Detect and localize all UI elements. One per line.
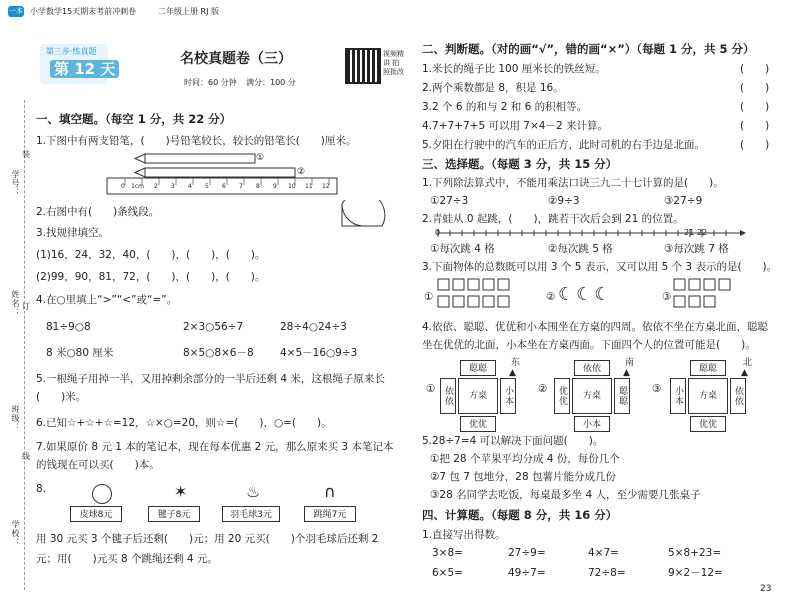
- o2-top: 依依: [574, 360, 610, 376]
- q6: 6.已知☆+☆+☆=12，☆×○=20，则☆=( )，○=( )。: [36, 417, 332, 429]
- pencil-2-label: ②: [297, 167, 306, 177]
- c4-b: 坐在优优的北面，小本坐在方桌西面。下面四个人的位置可能是( )。: [422, 339, 756, 351]
- item-jianzi: 毽子8元: [148, 506, 200, 522]
- c2-o3: ③每次跳 7 格: [664, 243, 729, 255]
- q8-a: 用 30 元买 3 个毽子后还剩( )元；用 20 元买( )个羽毛球后还剩 2: [36, 533, 379, 545]
- calc-r2-b: 49÷7=: [508, 567, 546, 579]
- c1-o2: ②9÷3: [548, 195, 580, 207]
- nl-22: 22: [697, 228, 708, 237]
- q4-r1-b: 2×3○56÷7: [183, 321, 244, 333]
- judge-3: 3.2 个 6 的和与 2 和 6 的积相等。: [422, 101, 588, 113]
- calc-r1-c: 4×7=: [588, 547, 619, 559]
- north-arrow-icon: ▲: [623, 368, 630, 378]
- badminton-icon: ♨: [246, 482, 261, 501]
- calc-r2-c: 72÷8=: [588, 567, 626, 579]
- grade-label: 二年级上册 RJ 版: [158, 7, 220, 16]
- series-logo: 一本: [9, 7, 23, 15]
- ball-icon: [92, 484, 112, 504]
- pencil-2-tip: [135, 168, 145, 177]
- section-choice: 三、选择题。（每题 3 分，共 15 分）: [422, 157, 618, 171]
- c5-o1: ①把 28 个苹果平均分成 4 份，每份几个: [430, 453, 620, 465]
- judge-2-answer[interactable]: ( ): [740, 82, 770, 94]
- q3: 3.找规律填空。: [36, 227, 110, 239]
- nl-21: 21: [684, 228, 695, 237]
- o1-bottom: 优优: [460, 416, 496, 432]
- pencil-1-label: ①: [256, 153, 265, 163]
- qr-code: [345, 48, 381, 84]
- cut-mark-2: 订: [22, 302, 30, 311]
- q2: 2.右图中有( )条线段。: [36, 206, 160, 218]
- o1-right: 小本: [500, 378, 516, 414]
- q7-a: 7.如果原价 8 元 1 本的笔记本，现在每本优惠 2 元，那么原来买 3 本笔记本: [36, 441, 394, 453]
- item-ball: 皮球8元: [70, 506, 122, 522]
- c5-o3: ③28 名同学去吃饭，每桌最多坐 4 人，至少需要几张桌子: [430, 489, 701, 501]
- o3-right: 依依: [730, 378, 746, 414]
- section-calc: 四、计算题。（每题 8 分，共 16 分）: [422, 508, 618, 522]
- calc-r1-b: 27÷9=: [508, 547, 546, 559]
- cut-mark-1: 装: [22, 150, 30, 159]
- o2-right: 聪聪: [614, 378, 630, 414]
- fan-figure: [338, 200, 386, 230]
- dir-north: 北: [743, 358, 753, 368]
- q4: 4.在○里填上“>”“<”或“=”。: [36, 294, 178, 306]
- calc-r2-a: 6×5=: [432, 567, 463, 579]
- calc-r2-d: 9×2－12=: [668, 567, 723, 579]
- q4-r1-a: 81÷9○8: [46, 321, 91, 333]
- jump-rope-icon: ∩: [324, 482, 336, 501]
- section-judge: 二、判断题。（对的画“√”，错的画“×”）（每题 1 分，共 5 分）: [422, 42, 755, 56]
- q4-r2-a: 8 米○80 厘米: [46, 347, 114, 359]
- c3-o3: ③: [662, 291, 672, 303]
- north-arrow-icon: ▲: [509, 368, 516, 378]
- pencil-1-tip: [135, 154, 145, 163]
- c3-o1: ①: [424, 291, 434, 303]
- north-arrow-icon: ▲: [741, 368, 748, 378]
- q8-b: 元；用( )元买 8 个跳绳还剩 4 元。: [36, 553, 218, 565]
- page-number: 23: [760, 584, 772, 594]
- judge-5: 5.夕阳在行驶中的汽车的正后方，此时司机的右手边是北面。: [422, 139, 706, 151]
- q4-r1-c: 28÷4○24÷3: [280, 321, 347, 333]
- nl-zero: 0: [435, 228, 441, 237]
- o3-table: 方桌: [688, 378, 728, 414]
- squares-grid-3: [672, 276, 734, 312]
- shuttlecock-feather-icon: ✶: [174, 482, 188, 501]
- q4-r2-c: 4×5－16○9÷3: [280, 347, 358, 359]
- o3-top: 聪聪: [690, 360, 726, 376]
- section-fill: 一、填空题。（每空 1 分，共 22 分）: [36, 112, 232, 126]
- judge-5-answer[interactable]: ( ): [740, 139, 770, 151]
- o1-table: 方桌: [458, 378, 498, 414]
- o1-left: 依依: [440, 378, 456, 414]
- score-label: 满分：100 分: [246, 78, 296, 87]
- judge-4-answer[interactable]: ( ): [740, 120, 770, 132]
- judge-2: 2.两个乘数都是 8，积是 16。: [422, 82, 564, 94]
- pencil-2: [145, 168, 295, 177]
- page-title: 名校真题卷（三）: [180, 51, 292, 67]
- squares-grid-1: [436, 276, 516, 312]
- judge-1-answer[interactable]: ( ): [740, 63, 770, 75]
- exam-no-label: 学号：: [11, 170, 20, 197]
- dir-south: 南: [625, 358, 635, 368]
- q7-b: 的钱现在可以买( )本。: [36, 459, 160, 471]
- banana-icon: ☾☾☾: [558, 284, 613, 305]
- c1-o1: ①27÷3: [430, 195, 469, 207]
- badge: [40, 44, 116, 84]
- calc-r1-a: 3×8=: [432, 547, 463, 559]
- item-rope: 跳绳7元: [304, 506, 356, 522]
- judge-1: 1.米长的绳子比 100 厘米长的铁丝短。: [422, 63, 606, 75]
- dir-east: 东: [511, 358, 521, 368]
- o3-bottom: 优优: [690, 416, 726, 432]
- q4-r2-b: 8×5○8×6－8: [183, 347, 254, 359]
- series-title: 小学数学15天期末考前冲刺卷: [30, 7, 137, 16]
- name-label: 姓名：: [11, 290, 20, 317]
- judge-3-answer[interactable]: ( ): [740, 101, 770, 113]
- o2-left: 优优: [554, 378, 570, 414]
- c4-a: 4.依依、聪聪、优优和小本围坐在方桌的四周。依依不坐在方桌北面，聪聪: [422, 321, 769, 333]
- o2-table: 方桌: [572, 378, 612, 414]
- c5-o2: ②7 包 7 包地分，28 包薯片能分成几份: [430, 471, 616, 483]
- pencil-1: [145, 154, 255, 163]
- q1: 1.下图中有两支铅笔，( )号铅笔较长，较长的铅笔长( )厘米。: [36, 135, 357, 147]
- c2: 2.青蛙从 0 起跳，( )，跳若干次后会到 21 的位置。: [422, 213, 684, 225]
- q8: 8.: [36, 483, 47, 495]
- q3-a: (1)16，24，32，40，( )，( )，( )。: [36, 249, 266, 261]
- calc-r1-d: 5×8+23=: [668, 547, 722, 559]
- c5: 5.28÷7=4 可以解决下面问题( )。: [422, 435, 604, 447]
- calc-instruction: 1.直接写出得数。: [422, 529, 506, 541]
- ruler-labels: 0 1cm 2 3 4 5 6 7 8 9 10 11 12: [121, 183, 330, 190]
- c1: 1.下列除法算式中，不能用乘法口诀三九二十七计算的是( )。: [422, 177, 724, 189]
- c3-o2: ②: [546, 291, 556, 303]
- o2-bottom: 小本: [574, 416, 610, 432]
- badge-day: 第 12 天: [50, 60, 119, 78]
- c4-o3-label: ③: [652, 383, 662, 395]
- c2-o1: ①每次跳 4 格: [430, 243, 495, 255]
- q3-b: (2)99，90，81，72，( )，( )，( )。: [36, 271, 266, 283]
- school-label: 学校：: [11, 520, 20, 547]
- c4-o2-label: ②: [538, 383, 548, 395]
- judge-4: 4.7+7+7+5 可以用 7×4－2 来计算。: [422, 120, 608, 132]
- binding-line: [24, 100, 25, 590]
- item-shuttlecock: 羽毛球3元: [222, 506, 280, 522]
- c1-o3: ③27÷9: [664, 195, 703, 207]
- cut-mark-3: 线: [22, 452, 30, 461]
- badge-top: 第三步·练真题: [46, 47, 97, 56]
- q5-a: 5.一根绳子用掉一半，又用掉剩余部分的一半后还剩 4 米，这根绳子原来长: [36, 373, 385, 385]
- class-label: 班级：: [11, 405, 20, 432]
- c2-o2: ②每次跳 5 格: [548, 243, 613, 255]
- o3-left: 小本: [670, 378, 686, 414]
- o1-top: 聪聪: [460, 360, 496, 376]
- c3: 3.下面物体的总数既可以用 3 个 5 表示，又可以用 5 个 3 表示的是( )。: [422, 261, 778, 273]
- c4-o1-label: ①: [426, 383, 436, 395]
- time-label: 时间：60 分钟: [184, 78, 237, 87]
- q5-b: ( )米。: [36, 391, 87, 403]
- qr-caption: 视频精讲 拍照批改: [383, 50, 404, 76]
